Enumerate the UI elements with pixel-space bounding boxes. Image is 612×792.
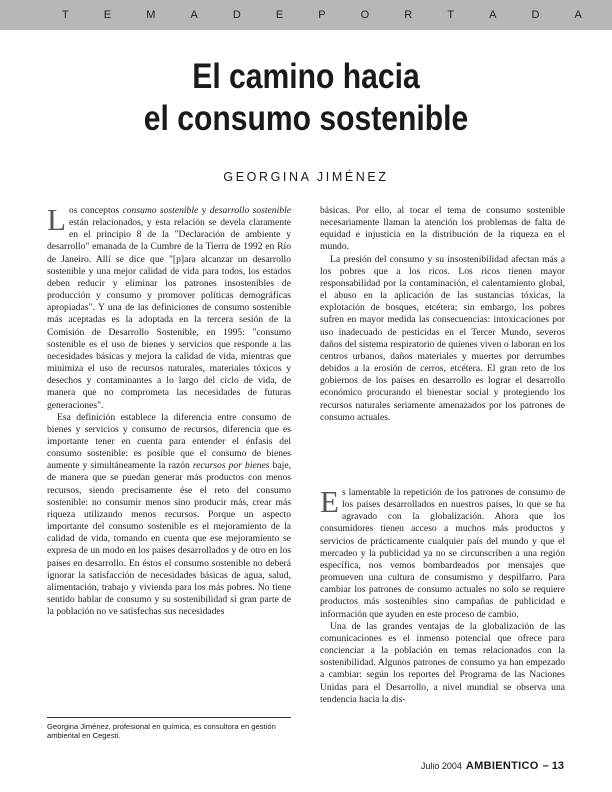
section-label-letter: R xyxy=(404,9,413,21)
section-header-bar xyxy=(0,0,612,30)
footnote-divider xyxy=(47,717,291,718)
section-label-letter: A xyxy=(489,9,497,21)
section-label-letter: O xyxy=(360,9,370,21)
section-label-letter: E xyxy=(275,9,284,21)
section-label-letter: E xyxy=(103,9,112,21)
paragraph-6: Una de las grandes ventajas de la globalización de las comunicaciones es el inmenso potencial que ofrece para concienciar a la población en temas relacionados con la sostenibilidad. Algunos patrones de consumo ya han empezado a cambiar: según los reportes del Programa de las Naciones Unidas para el Desarrollo, a nivel mundial se observa una tendencia hacia la dis- xyxy=(320,620,565,705)
section-label-letter: P xyxy=(318,9,326,21)
issue-date: Julio 2004 xyxy=(420,761,462,771)
page-footer xyxy=(421,760,564,772)
author-footnote: Georgina Jiménez, profesional en química, es consultora en gestión ambiental en Cegesti. xyxy=(47,722,276,741)
title-line-1: El camino hacia xyxy=(192,57,420,96)
section-label-letter: T xyxy=(62,9,69,21)
section-label-letter: A xyxy=(190,9,198,21)
paragraph-1: Los conceptos consumo sostenible y desarrollo sostenible están relacionados, y esta relación se devela claramente en el principio 8 de la "Declaración de ambiente y desarrollo" emanada de la Cumbre de la Tierra de 1992 en Río de Janeiro. Allí se dice que "[p]ara alcanzar un desarrollo sostenible y una mejor calidad de vida para todos, los estados deben reducir y eliminar los patrones insostenibles de producción y consumo y promover políticas demográficas apropiadas". Y una de las definiciones de consumo sostenible más aceptadas es la adoptada en la tercera sesión de la Comisión de Desarrollo Sostenible, en 1995: "consumo sostenible es el uso de bienes y servicios que responde a las necesidades básicas y mejora la calidad de vida, mientras que minimiza el uso de recursos naturales, materiales tóxicos y desechos y contaminantes a lo largo del ciclo de vida, de manera que no comprometa las necesidades de futuras generaciones". xyxy=(47,202,291,411)
drop-cap: L xyxy=(47,202,66,237)
paragraph-5: Es lamentable la repetición de los patrones de consumo de los países desarrollados en nuestros países, lo que se ha agravado con la globalización. Ahora que los consumidores tienen acceso a muchos más productos y servicios de prácticamente cualquier país del mundo y que el mercadeo y la publicidad ya no se circunscriben a una región específica, nos vemos bombardeados por mensajes que promueven una cultura de consumismo y despilfarro. Para cambiar los patrones de consumo actuales no solo se requiere productos más sostenibles sino campañas de publicidad e información que ayuden en este proceso de cambio. xyxy=(320,484,565,620)
column-right-top xyxy=(320,205,565,424)
column-left xyxy=(47,202,291,618)
section-label xyxy=(62,9,582,21)
page-number: – 13 xyxy=(542,760,564,772)
article-title xyxy=(43,56,569,140)
author-byline: GEORGINA JIMÉNEZ xyxy=(223,170,389,184)
magazine-brand: AMBIENTICO xyxy=(465,760,539,772)
section-label-letter: M xyxy=(146,9,156,21)
section-label-letter: T xyxy=(447,9,455,21)
title-line-2: el consumo sostenible xyxy=(143,99,469,138)
column-right-bottom xyxy=(320,484,565,706)
drop-cap: E xyxy=(320,484,339,519)
paragraph-3: básicas. Por ello, al tocar el tema de consumo sostenible necesariamente llaman la atención los problemas de falta de equidad e injusticia en la distribución de la riqueza en el mundo. xyxy=(320,205,565,253)
paragraph-4: La presión del consumo y su insostenibilidad afectan más a los pobres que a los ricos. Los ricos tienen mayor responsabilidad por la contaminación, el calentamiento global, el abuso en la aplicación de las sustancias tóxicas, la explotación de bosques, etcétera; sin embargo, los pobres sufren en mayor medida las consecuencias: intoxicaciones por uso inadecuado de pesticidas en el Tercer Mundo, severos daños del sistema respiratorio de quienes viven o laboran en los centros urbanos, daños materiales y muertes por derrumbes debidos a la erosión de cerros, etcétera. El gran reto de los gobiernos de los países en desarrollo es lograr el desarrollo económico procurando el bienestar social y protegiendo los recursos naturales seriamente amenazados por los patrones de consumo actuales. xyxy=(320,253,565,423)
section-label-letter: D xyxy=(531,9,540,21)
paragraph-2: Esa definición establece la diferencia entre consumo de bienes y servicios y consumo de recursos, diferencia que es importante tener en cuenta para entender el énfasis del consumo sostenible: es posible que el consumo de bienes aumente y simultáneamente la razón recursos por bienes baje, de manera que se puedan generar más productos con menos recursos, siendo precisamente ése el reto del consumo sostenible: no consumir menos sino producir más, crear más riqueza utilizando menos recursos. Porque un aspecto importante del consumo sostenible es el mejoramiento de la calidad de vida, tomando en cuenta que ese mejoramiento se expresa de un modo en los países desarrollados y de otro en los países en desarrollo. En éstos el consumo sostenible no deberá ignorar la satisfacción de necesidades básicas de agua, salud, alimentación, trabajo y vivienda para los más pobres. No tiene sentido hablar de consumo y su sostenibilidad si gran parte de la población no ve satisfechas sus necesidades xyxy=(47,411,291,618)
section-label-letter: D xyxy=(232,9,241,21)
section-label-letter: A xyxy=(574,9,582,21)
